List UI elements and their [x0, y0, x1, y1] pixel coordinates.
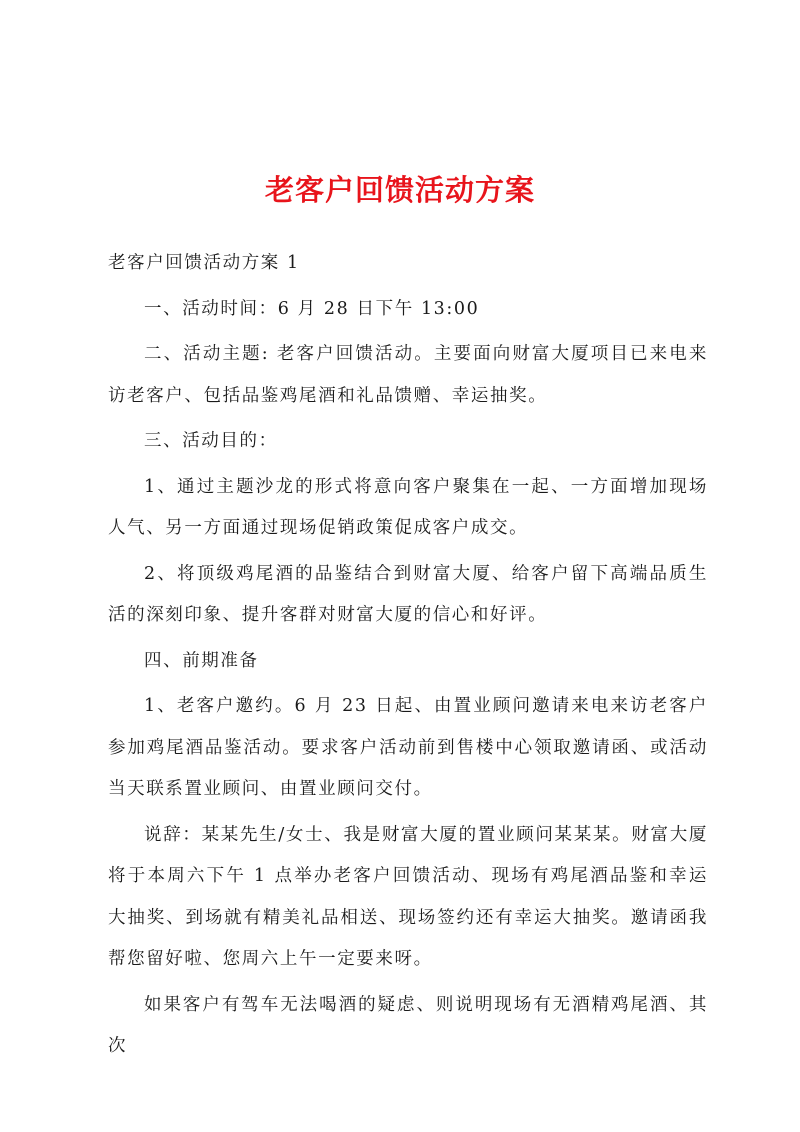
paragraph-purpose-1: 1、通过主题沙龙的形式将意向客户聚集在一起、一方面增加现场人气、另一方面通过现场促销政策促成客户成交。: [108, 476, 708, 538]
paragraph-preparation-1: 1、老客户邀约。6 月 23 日起、由置业顾问邀请来电来访老客户参加鸡尾酒品鉴活动。要求客户活动前到售楼中心领取邀请函、或活动当天联系置业顾问、由置业顾问交付。: [108, 696, 708, 799]
paragraph-activity-time: 一、活动时间：6 月 28 日下午 13:00: [144, 298, 480, 319]
document-body: [108, 243, 708, 1072]
paragraph-activity-theme: 二、活动主题: 老客户回馈活动。主要面向财富大厦项目已来电来访老客户、包括品鉴鸡尾酒和礼品馈赠、幸运抽奖。: [108, 344, 708, 406]
paragraph-purpose-2: 2、将顶级鸡尾酒的品鉴结合到财富大厦、给客户留下高端品质生活的深刻印象、提升客群对财富大厦的信心和好评。: [108, 563, 708, 625]
paragraph-preparation-heading: 四、前期准备: [144, 650, 259, 671]
paragraph-driving-note: 如果客户有驾车无法喝酒的疑虑、则说明现场有无酒精鸡尾酒、其次: [108, 994, 708, 1056]
paragraph-activity-purpose-heading: 三、活动目的：: [144, 431, 278, 451]
paragraph-script: 说辞：某某先生/女士、我是财富大厦的置业顾问某某某。财富大厦将于本周六下午 1 点举办老客户回馈活动、现场有鸡尾酒品鉴和幸运大抽奖、到场就有精美礼品相送、现场签约还有幸运大抽奖。邀请函我帮您留好啦、您周六上午一定要来呀。: [108, 824, 708, 969]
section-subtitle: 老客户回馈活动方案 1: [108, 253, 300, 273]
document-title: 老客户回馈活动方案: [264, 173, 535, 207]
